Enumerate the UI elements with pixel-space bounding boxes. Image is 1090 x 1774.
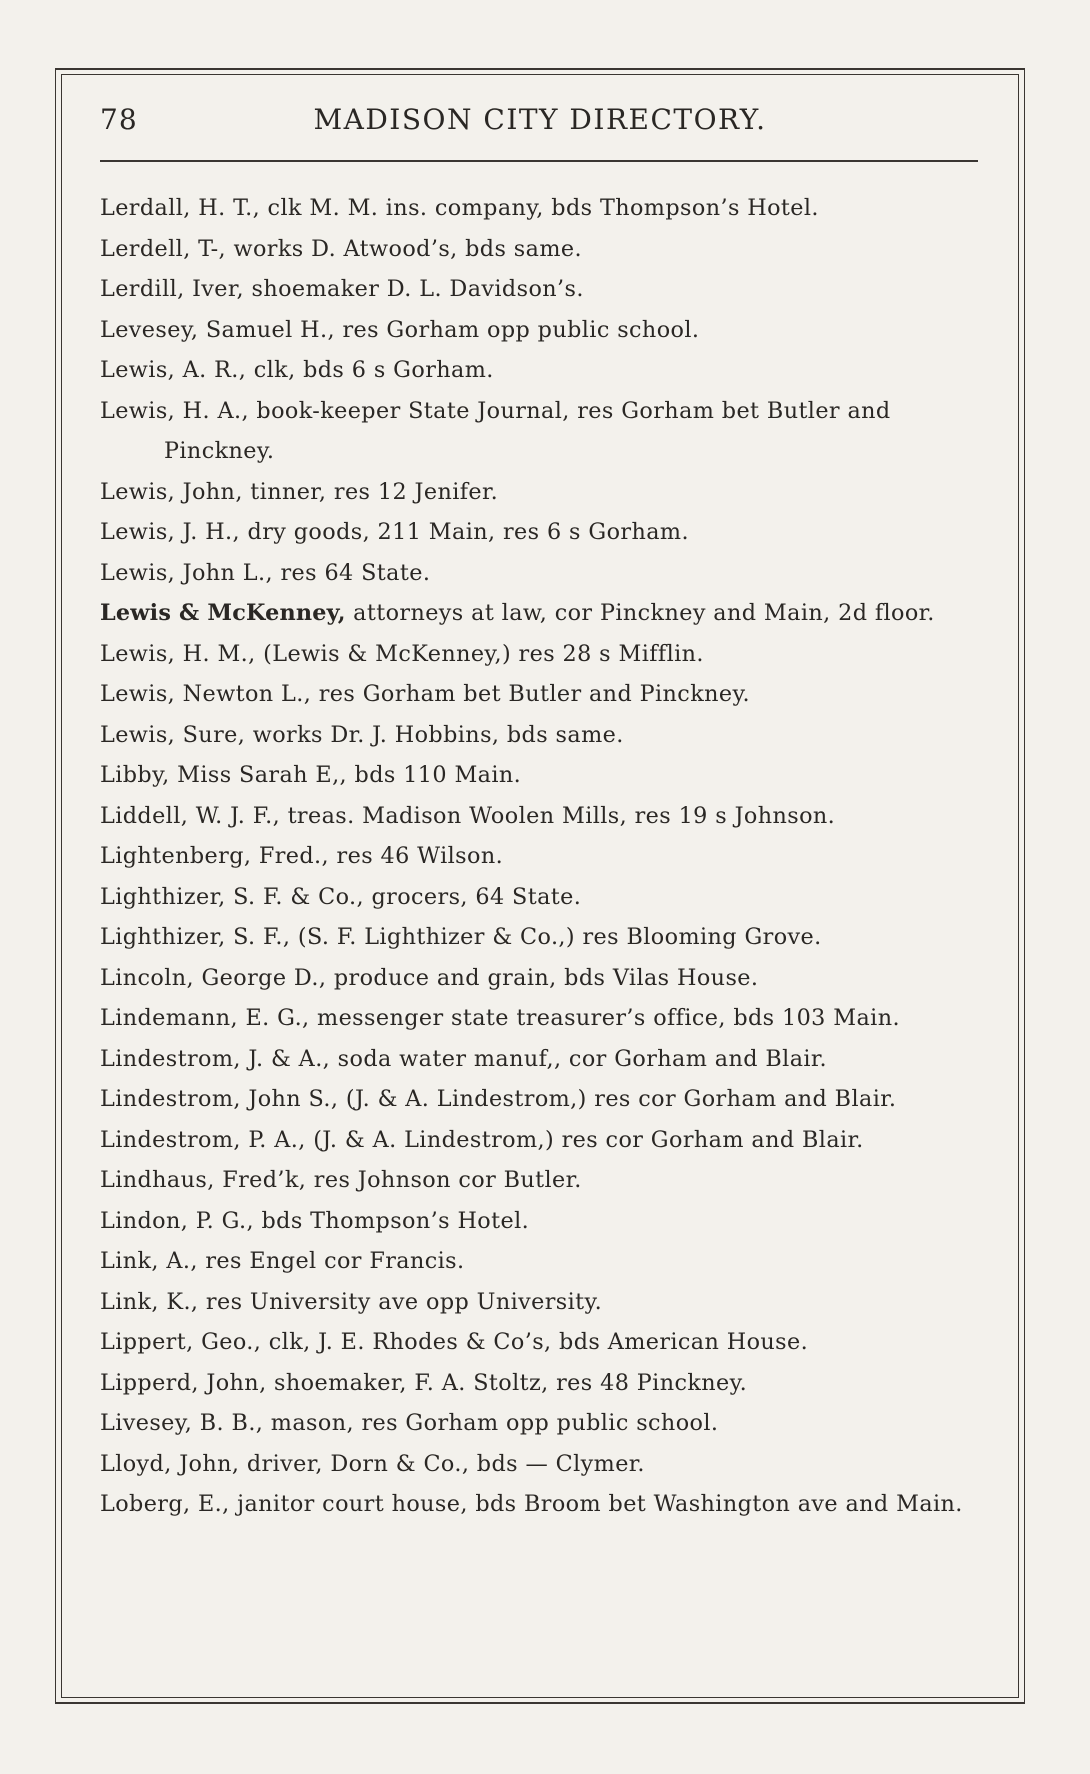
entry-details: clk, J. E. Rhodes & Co’s, bds American House. <box>261 1329 809 1355</box>
entry-details: (J. & A. Lindestrom,) res cor Gorham and Blair. <box>338 1086 897 1112</box>
entry-name: Link, A., <box>100 1248 198 1274</box>
entry-name: Lindemann, E. G., <box>100 1005 310 1031</box>
directory-entry <box>100 917 980 958</box>
directory-entry <box>100 1403 980 1444</box>
entry-name: Lindhaus, Fred’k, <box>100 1167 307 1193</box>
entry-name: Lewis, Sure, <box>100 721 246 748</box>
directory-entry <box>100 1363 980 1404</box>
entry-details: mason, res Gorham opp public school. <box>263 1410 719 1436</box>
entry-name: Loberg, E., <box>100 1491 230 1517</box>
directory-entry <box>100 1484 980 1525</box>
entry-name: Libby, Miss Sarah E,, <box>100 762 348 788</box>
page-header <box>100 103 980 143</box>
directory-entry <box>100 593 980 634</box>
entry-name: Lewis, John, <box>100 478 243 505</box>
entry-details: driver, Dorn & Co., bds — Clymer. <box>239 1450 645 1477</box>
entry-name: Link, K., <box>100 1288 199 1315</box>
entry-name: Lewis, H. A., <box>100 397 249 424</box>
entry-details: res Gorham bet Butler and Pinckney. <box>311 681 750 707</box>
directory-entry <box>100 350 980 391</box>
directory-entry <box>100 877 980 918</box>
directory-entry <box>100 1201 980 1242</box>
entry-details: res 46 Wilson. <box>329 843 504 869</box>
entry-details: bds 110 Main. <box>347 762 522 788</box>
directory-entry <box>100 796 980 837</box>
entry-details: (Lewis & McKenney,) res 28 s Mifflin. <box>255 640 704 667</box>
entry-name: Lewis, John L., <box>100 559 273 586</box>
entry-details: treas. Madison Woolen Mills, res 19 s Johnson. <box>280 802 836 829</box>
entry-name: Lewis, A. R., <box>100 357 247 383</box>
entry-details: clk M. M. ins. company, bds Thompson’s Hotel. <box>260 195 819 221</box>
entry-name: Lincoln, George D., <box>100 964 327 991</box>
entry-name: Lerdill, Iver, <box>100 276 244 302</box>
entry-name: Lindestrom, J. & A., <box>100 1045 331 1072</box>
entry-details: res Gorham opp public school. <box>334 316 700 343</box>
entry-details: dry goods, 211 Main, res 6 s Gorham. <box>240 519 689 545</box>
page-number: 78 <box>100 103 138 136</box>
entry-details: grocers, 64 State. <box>363 883 582 910</box>
directory-entry <box>100 1160 980 1201</box>
directory-entry <box>100 836 980 877</box>
directory-entry <box>100 1444 980 1485</box>
directory-entry <box>100 391 980 472</box>
directory-entry <box>100 1241 980 1282</box>
directory-entry <box>100 1282 980 1323</box>
directory-entry <box>100 229 980 270</box>
entry-details: book-keeper State Journal, res Gorham bet Butler and Pinckney. <box>164 397 891 464</box>
entry-details: soda water manuf,, cor Gorham and Blair. <box>330 1045 828 1072</box>
entry-name: Lighthizer, S. F., <box>100 924 291 950</box>
directory-entry <box>100 472 980 513</box>
entry-details: produce and grain, bds Vilas House. <box>326 964 759 991</box>
entry-details: works D. Atwood’s, bds same. <box>226 235 582 262</box>
entry-name: Lloyd, John, <box>100 1450 240 1477</box>
entry-name: Lighthizer, S. F. & Co., <box>100 883 364 910</box>
entry-details: bds Thompson’s Hotel. <box>253 1207 530 1234</box>
directory-entry <box>100 634 980 675</box>
entry-details: attorneys at law, cor Pinckney and Main, 2d floor. <box>345 600 935 626</box>
entry-name: Lewis & McKenney, <box>100 600 346 626</box>
entry-details: tinner, res 12 Jenifer. <box>242 478 499 505</box>
directory-entry <box>100 512 980 553</box>
directory-entries <box>100 188 980 1525</box>
directory-entry <box>100 310 980 351</box>
entry-details: shoemaker D. L. Davidson’s. <box>244 276 584 302</box>
entry-details: works Dr. J. Hobbins, bds same. <box>245 721 624 748</box>
directory-entry <box>100 1079 980 1120</box>
running-title: MADISON CITY DIRECTORY. <box>313 103 767 136</box>
entry-details: res University ave opp University. <box>198 1288 603 1315</box>
directory-entry <box>100 958 980 999</box>
entry-name: Liddell, W. J. F., <box>100 802 281 829</box>
directory-entry <box>100 755 980 796</box>
entry-name: Lindestrom, John S., <box>100 1086 339 1112</box>
directory-entry <box>100 269 980 310</box>
entry-name: Lewis, H. M., <box>100 640 256 667</box>
directory-entry <box>100 715 980 756</box>
entry-details: res 64 State. <box>273 559 431 586</box>
entry-details: res Johnson cor Butler. <box>306 1167 582 1193</box>
directory-entry <box>100 553 980 594</box>
entry-name: Lewis, J. H., <box>100 519 241 545</box>
entry-name: Lerdall, H. T., <box>100 195 261 221</box>
entry-details: (S. F. Lighthizer & Co.,) res Blooming Grove. <box>290 924 822 950</box>
directory-entry <box>100 188 980 229</box>
entry-details: res Engel cor Francis. <box>197 1248 465 1274</box>
directory-entry <box>100 1039 980 1080</box>
entry-name: Lipperd, John, <box>100 1369 267 1396</box>
directory-entry <box>100 998 980 1039</box>
header-rule <box>100 160 978 162</box>
entry-name: Livesey, B. B., <box>100 1410 264 1436</box>
directory-entry <box>100 1322 980 1363</box>
entry-name: Lerdell, T-, <box>100 235 226 262</box>
directory-entry <box>100 674 980 715</box>
entry-name: Lightenberg, Fred., <box>100 843 330 869</box>
entry-name: Lindestrom, P. A., <box>100 1126 306 1153</box>
entry-name: Lindon, P. G., <box>100 1207 254 1234</box>
entry-details: shoemaker, F. A. Stoltz, res 48 Pinckney. <box>266 1369 748 1396</box>
entry-details: janitor court house, bds Broom bet Washington ave and Main. <box>229 1491 963 1517</box>
entry-name: Levesey, Samuel H., <box>100 316 335 343</box>
entry-name: Lippert, Geo., <box>100 1329 262 1355</box>
directory-entry <box>100 1120 980 1161</box>
entry-name: Lewis, Newton L., <box>100 681 312 707</box>
entry-details: clk, bds 6 s Gorham. <box>246 357 494 383</box>
entry-details: messenger state treasurer’s office, bds 103 Main. <box>309 1005 900 1031</box>
entry-details: (J. & A. Lindestrom,) res cor Gorham and Blair. <box>305 1126 864 1153</box>
